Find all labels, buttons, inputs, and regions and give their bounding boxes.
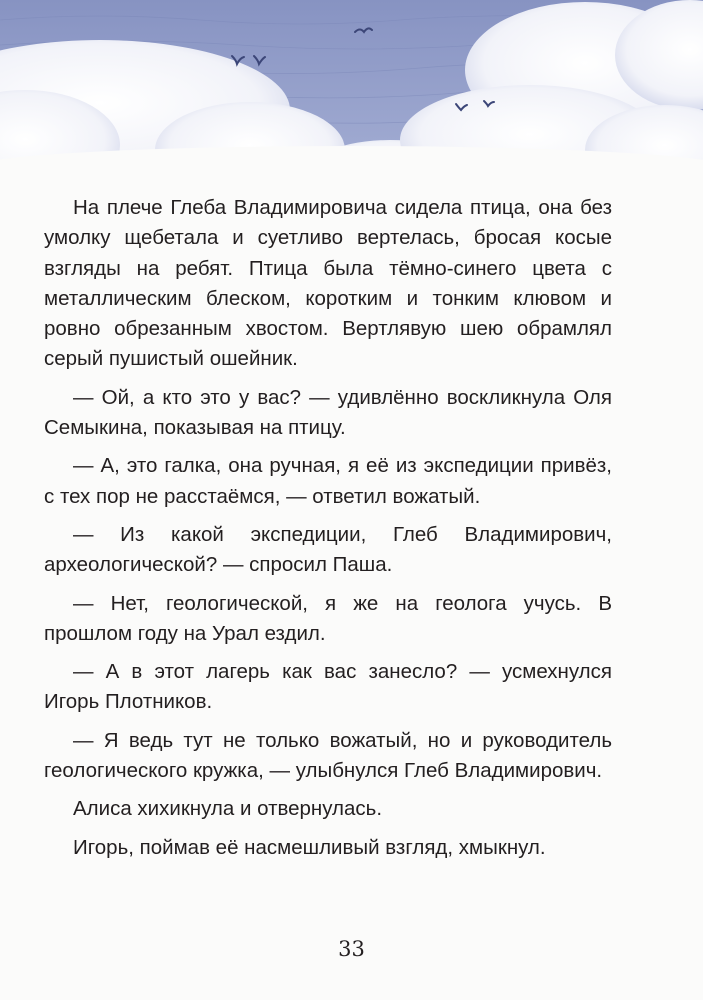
paragraph: На плече Глеба Владимировича сидела птица, она без умолку щебетала и суетливо вертелась, бросая косые взгляды на ребят. Птица была тёмно-синего цвета с металлическим блеском, коротким и тонким клювом и ровно обрезанным хвостом. Вертлявую шею обрамлял серый пушистый ошейник. <box>44 196 612 371</box>
paragraph: — Из какой экспедиции, Глеб Владимирович, археологической? — спросил Паша. <box>44 522 612 577</box>
paragraph: — Я ведь тут не только вожатый, но и руководитель геологического кружка, — улыбнулся Глеб Владимирович. <box>44 728 612 783</box>
paragraph: — Нет, геологической, я же на геолога учусь. В прошлом году на Урал ездил. <box>44 591 612 645</box>
paragraph: Алиса хихикнула и отвернулась. <box>73 797 383 821</box>
paragraph: — А, это галка, она ручная, я её из экспедиции привёз, с тех пор не расстаёмся, — ответил вожатый. <box>44 454 612 508</box>
paragraph: — Ой, а кто это у вас? — удивлённо воскликнула Оля Семыкина, показывая на птицу. <box>44 385 612 440</box>
sky-illustration <box>0 0 703 200</box>
paragraph: Игорь, поймав её насмешливый взгляд, хмыкнул. <box>73 835 546 859</box>
page-number: 33 <box>338 937 365 961</box>
paragraph: — А в этот лагерь как вас занесло? — усмехнулся Игорь Плотников. <box>44 660 612 714</box>
story-text <box>44 193 612 871</box>
